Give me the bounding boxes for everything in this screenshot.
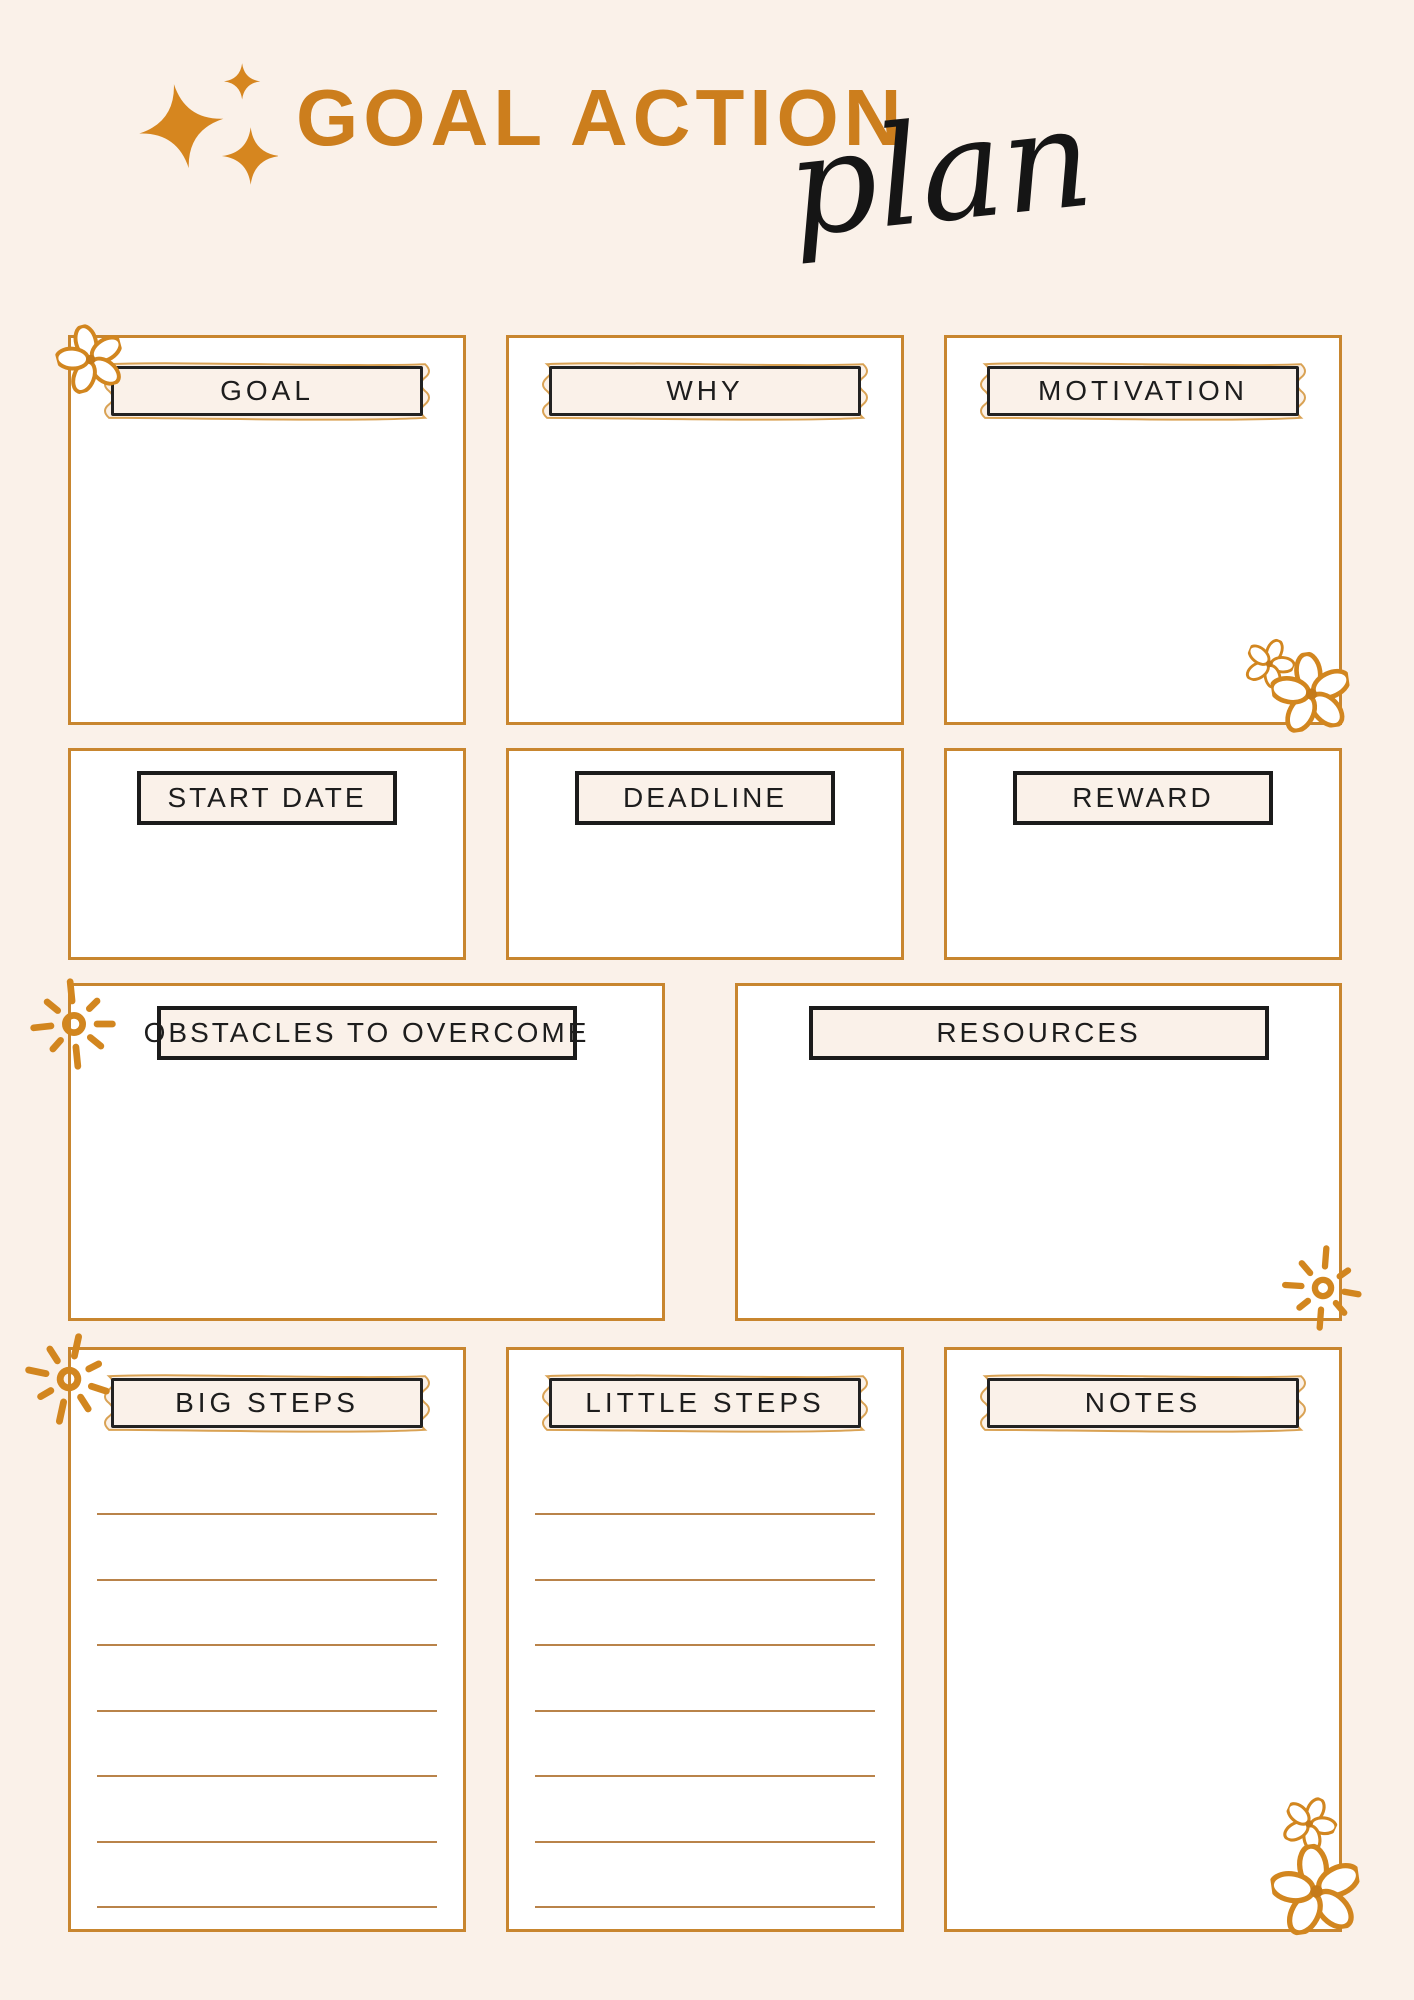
flower-doodle-icon <box>1266 1838 1365 1937</box>
notes-label-ticket <box>973 1370 1313 1436</box>
reward-label: REWARD <box>1013 771 1273 825</box>
goal-label-ticket <box>97 358 437 424</box>
reward-box <box>944 748 1342 960</box>
writing-line <box>97 1775 437 1777</box>
goal-label: GOAL <box>111 366 423 416</box>
page-title-script: plan <box>780 76 1100 269</box>
writing-line <box>97 1710 437 1712</box>
writing-line <box>97 1513 437 1515</box>
big-steps-label-ticket <box>97 1370 437 1436</box>
sparkles-icon <box>138 60 278 188</box>
obstacles-box <box>68 983 665 1321</box>
writing-line <box>97 1906 437 1908</box>
resources-box <box>735 983 1342 1321</box>
flower-doodle-icon <box>1267 647 1355 735</box>
starburst-doodle-icon <box>26 976 122 1072</box>
writing-line <box>535 1513 875 1515</box>
deadline-label: DEADLINE <box>575 771 835 825</box>
resources-label: RESOURCES <box>809 1006 1269 1060</box>
why-label: WHY <box>549 366 861 416</box>
deadline-box <box>506 748 904 960</box>
big-steps-box <box>68 1347 466 1932</box>
notes-label: NOTES <box>987 1378 1299 1428</box>
writing-line <box>97 1841 437 1843</box>
little-steps-label-ticket <box>535 1370 875 1436</box>
writing-line <box>97 1579 437 1581</box>
little-steps-label: LITTLE STEPS <box>549 1378 861 1428</box>
goal-box <box>68 335 466 725</box>
start-date-label: START DATE <box>137 771 397 825</box>
page-title: GOAL ACTION <box>296 73 907 162</box>
little-steps-box <box>506 1347 904 1932</box>
big-steps-label: BIG STEPS <box>111 1378 423 1428</box>
writing-line <box>535 1644 875 1646</box>
motivation-label-ticket <box>973 358 1313 424</box>
notes-box <box>944 1347 1342 1932</box>
obstacles-label: OBSTACLES TO OVERCOME <box>157 1006 577 1060</box>
writing-line <box>535 1579 875 1581</box>
writing-line <box>97 1644 437 1646</box>
starburst-doodle-icon <box>1271 1236 1375 1340</box>
why-label-ticket <box>535 358 875 424</box>
writing-line <box>535 1710 875 1712</box>
motivation-label: MOTIVATION <box>987 366 1299 416</box>
writing-line <box>535 1775 875 1777</box>
start-date-box <box>68 748 466 960</box>
writing-line <box>535 1841 875 1843</box>
writing-line <box>535 1906 875 1908</box>
why-box <box>506 335 904 725</box>
